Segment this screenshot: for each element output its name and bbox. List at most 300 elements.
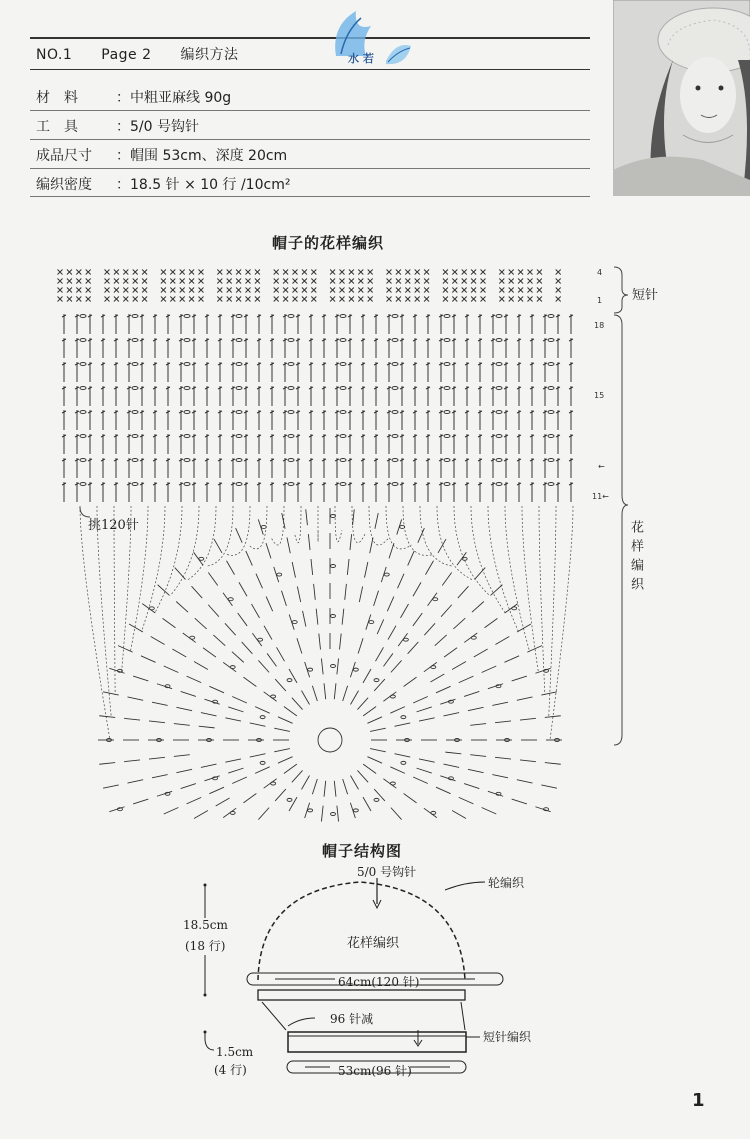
info-row: 材 料 ： 中粗亚麻线 90g: [36, 84, 290, 113]
row-number: 15: [594, 391, 605, 400]
single-crochet-mark: [349, 297, 354, 302]
radial-stitch: [264, 779, 277, 788]
single-crochet-mark: [227, 288, 232, 293]
radial-stitch: [428, 593, 437, 606]
radial-stitch: [504, 656, 519, 663]
radial-stitch: [228, 707, 243, 712]
connecting-stitch-line: [271, 506, 284, 545]
pattern-stitch-label: 花样编织: [628, 520, 643, 596]
single-crochet-mark: [189, 288, 194, 293]
single-crochet-mark: [462, 279, 467, 284]
chain-stitch: [392, 387, 398, 390]
chain-stitch: [132, 459, 138, 462]
radial-stitch: [391, 808, 402, 820]
chain-stitch: [374, 798, 379, 801]
single-crochet-mark: [114, 288, 119, 293]
single-crochet-mark: [105, 297, 110, 302]
radial-stitch: [458, 586, 469, 598]
single-crochet-mark: [170, 279, 175, 284]
chain-stitch: [496, 483, 502, 486]
chain-stitch: [199, 557, 204, 560]
info-value: 5/0 号钩针: [130, 119, 199, 135]
chain-stitch: [292, 621, 297, 624]
row-number: 11←: [592, 492, 609, 501]
radial-stitch: [391, 660, 402, 672]
chain-stitch: [444, 435, 450, 438]
single-crochet-mark: [556, 297, 561, 302]
info-label: 成品尺寸: [36, 148, 92, 164]
chain-stitch: [184, 459, 190, 462]
radial-stitch: [337, 658, 339, 674]
info-label: 编织密度: [36, 177, 92, 193]
single-crochet-mark: [67, 288, 72, 293]
bottom-circumference-label: 53cm(96 针): [338, 1064, 412, 1078]
radial-stitch: [175, 568, 186, 580]
radial-stitch: [314, 584, 316, 600]
single-crochet-mark: [236, 297, 241, 302]
single-crochet-mark: [405, 279, 410, 284]
radial-stitch: [417, 707, 432, 712]
single-crochet-mark: [537, 297, 542, 302]
radial-stitch: [474, 649, 488, 657]
radial-stitch: [367, 717, 382, 724]
radial-stitch: [495, 721, 511, 723]
single-crochet-mark: [518, 270, 523, 275]
radial-stitch: [311, 559, 313, 575]
chain-stitch: [496, 387, 502, 390]
single-crochet-mark: [443, 270, 448, 275]
radial-stitch: [149, 721, 165, 723]
single-crochet-mark: [255, 270, 260, 275]
radial-stitch: [404, 793, 417, 802]
radial-stitch: [470, 755, 486, 757]
single-crochet-mark: [86, 279, 91, 284]
radial-stitch: [397, 519, 402, 534]
radial-stitch: [424, 662, 437, 671]
chain-stitch: [228, 598, 233, 601]
radial-stitch: [468, 769, 484, 772]
radial-stitch: [214, 539, 222, 553]
page-label: Page 2: [101, 47, 152, 63]
radial-stitch: [99, 716, 115, 718]
single-crochet-mark: [293, 270, 298, 275]
radial-stitch: [118, 646, 133, 653]
chain-stitch: [496, 411, 502, 414]
radial-stitch: [274, 567, 279, 582]
single-crochet-mark: [199, 270, 204, 275]
single-crochet-mark: [462, 288, 467, 293]
radial-stitch: [209, 787, 224, 794]
radial-stitch: [243, 793, 256, 802]
single-crochet-mark: [142, 279, 147, 284]
page-number: 1: [692, 1090, 705, 1111]
radial-stitch: [443, 713, 459, 716]
radial-stitch: [401, 604, 409, 618]
pattern-chart-title: 帽子的花样编织: [272, 234, 385, 252]
round-label: 轮编织: [488, 876, 525, 890]
chain-stitch: [340, 363, 346, 366]
chain-stitch: [236, 363, 242, 366]
info-row: 编织密度 ： 18.5 针 × 10 行 /10cm²: [36, 171, 290, 200]
chain-stitch: [80, 411, 86, 414]
chain-stitch: [288, 339, 294, 342]
connecting-stitch-line: [97, 506, 111, 717]
single-crochet-mark: [528, 288, 533, 293]
radial-stitch: [470, 724, 486, 726]
single-crochet-mark: [199, 288, 204, 293]
radial-stitch: [334, 781, 336, 797]
chain-stitch: [184, 315, 190, 318]
radial-stitch: [459, 676, 474, 683]
single-crochet-mark: [499, 279, 504, 284]
single-crochet-mark: [114, 279, 119, 284]
radial-stitch: [128, 697, 144, 700]
chain-stitch: [80, 435, 86, 438]
radial-stitch: [232, 777, 247, 784]
chain-stitch: [374, 679, 379, 682]
chain-stitch: [548, 459, 554, 462]
radial-stitch: [141, 656, 156, 663]
chain-stitch: [288, 411, 294, 414]
radial-stitch: [452, 662, 466, 670]
single-crochet-mark: [424, 270, 429, 275]
chain-stitch: [392, 315, 398, 318]
chain-stitch: [392, 363, 398, 366]
radial-stitch: [424, 808, 437, 817]
radial-stitch: [201, 764, 217, 767]
single-crochet-mark: [556, 270, 561, 275]
chain-stitch: [288, 483, 294, 486]
single-crochet-mark: [358, 279, 363, 284]
single-crochet-mark: [330, 279, 335, 284]
radial-stitch: [255, 707, 270, 714]
single-crochet-mark: [443, 279, 448, 284]
chain-stitch: [392, 339, 398, 342]
chain-stitch: [190, 636, 195, 639]
radial-stitch: [209, 686, 224, 693]
radial-stitch: [445, 752, 461, 754]
radial-stitch: [164, 808, 179, 815]
chain-stitch: [331, 615, 336, 618]
radial-stitch: [457, 552, 466, 565]
single-crochet-mark: [387, 270, 392, 275]
info-row: 工 具 ： 5/0 号钩针: [36, 113, 290, 142]
radial-stitch: [512, 676, 527, 681]
chain-stitch: [288, 435, 294, 438]
chain-stitch: [444, 483, 450, 486]
row-number: 4: [597, 268, 603, 277]
header-top-rule: [30, 37, 590, 39]
radial-stitch: [350, 534, 352, 550]
chain-stitch: [444, 339, 450, 342]
radial-stitch: [541, 692, 557, 695]
single-crochet-mark: [142, 288, 147, 293]
radial-stitch: [305, 803, 310, 818]
single-crochet-mark: [499, 288, 504, 293]
radial-stitch: [505, 604, 518, 613]
chain-stitch: [287, 679, 292, 682]
radial-stitch: [381, 567, 386, 582]
radial-stitch: [358, 638, 363, 653]
radial-stitch: [176, 707, 192, 710]
connecting-stitch-line: [227, 506, 250, 555]
chain-stitch: [288, 387, 294, 390]
single-crochet-mark: [105, 270, 110, 275]
radial-stitch: [187, 797, 202, 804]
radial-stitch: [133, 676, 148, 681]
chain-stitch: [444, 315, 450, 318]
single-crochet-mark: [330, 270, 335, 275]
info-divider: [30, 139, 590, 140]
single-crochet-mark: [133, 297, 138, 302]
connecting-stitch-line: [114, 506, 115, 695]
chain-stitch: [258, 638, 263, 641]
single-crochet-mark: [405, 270, 410, 275]
single-crochet-mark: [509, 297, 514, 302]
stitch-chart: [50, 262, 610, 832]
radial-stitch: [181, 691, 196, 696]
single-crochet-mark: [199, 297, 204, 302]
radial-stitch: [264, 692, 277, 701]
single-crochet-mark: [471, 279, 476, 284]
radial-stitch: [345, 584, 347, 600]
radial-stitch: [482, 808, 497, 815]
chain-stitch: [431, 666, 436, 669]
single-crochet-mark: [86, 288, 91, 293]
radial-stitch: [289, 797, 297, 811]
single-crochet-mark: [302, 279, 307, 284]
single-crochet-mark: [189, 270, 194, 275]
single-crochet-mark: [133, 270, 138, 275]
single-crochet-mark: [67, 270, 72, 275]
single-crochet-mark: [227, 270, 232, 275]
radial-stitch: [485, 618, 498, 627]
radial-stitch: [302, 776, 310, 790]
radial-stitch: [472, 601, 484, 612]
chain-stitch: [236, 411, 242, 414]
radial-stitch: [223, 662, 236, 671]
single-crochet-mark: [123, 270, 128, 275]
radial-stitch: [289, 614, 294, 629]
radial-stitch: [383, 653, 392, 666]
chain-stitch: [236, 315, 242, 318]
bracket-icon: [612, 265, 632, 755]
chain-stitch: [512, 607, 517, 610]
single-crochet-mark: [283, 279, 288, 284]
single-crochet-mark: [424, 288, 429, 293]
chain-stitch: [236, 483, 242, 486]
radial-stitch: [363, 706, 376, 715]
radial-stitch: [124, 718, 140, 720]
single-crochet-mark: [509, 288, 514, 293]
radial-stitch: [442, 573, 451, 586]
radial-stitch: [191, 586, 202, 598]
single-crochet-mark: [236, 288, 241, 293]
radial-stitch: [541, 785, 557, 788]
chain-stitch: [184, 435, 190, 438]
chain-stitch: [236, 435, 242, 438]
single-crochet-mark: [349, 279, 354, 284]
single-crochet-mark: [509, 270, 514, 275]
radial-stitch: [238, 613, 247, 626]
chain-stitch: [184, 483, 190, 486]
single-crochet-mark: [311, 297, 316, 302]
short-stitch-label: 短针: [632, 288, 659, 303]
height-rows-label: (18 行): [185, 939, 226, 953]
radial-stitch: [417, 768, 432, 773]
radial-stitch: [321, 658, 323, 674]
radial-stitch: [164, 666, 179, 673]
chain-stitch: [462, 557, 467, 560]
radial-stitch: [444, 648, 457, 657]
chain-stitch: [80, 459, 86, 462]
radial-stitch: [103, 692, 119, 695]
chain-stitch: [340, 411, 346, 414]
single-crochet-mark: [499, 297, 504, 302]
single-crochet-mark: [189, 279, 194, 284]
chain-stitch: [149, 607, 154, 610]
radial-stitch: [366, 614, 371, 629]
chain-stitch: [80, 363, 86, 366]
radial-stitch: [284, 706, 297, 715]
radial-stitch: [365, 562, 368, 578]
structure-title: 帽子结构图: [322, 842, 403, 860]
radial-stitch: [464, 633, 477, 642]
connecting-stitch-line: [550, 506, 573, 740]
header-title: 编织方法: [180, 47, 239, 63]
radial-stitch: [363, 764, 376, 773]
single-crochet-mark: [274, 279, 279, 284]
single-crochet-mark: [462, 297, 467, 302]
chain-stitch: [403, 638, 408, 641]
connecting-stitch-line: [207, 506, 233, 566]
single-crochet-mark: [528, 297, 533, 302]
radial-stitch: [278, 717, 293, 724]
chain-stitch: [496, 363, 502, 366]
info-value: 18.5 针 × 10 行 /10cm²: [130, 177, 291, 193]
chain-stitch: [431, 811, 436, 814]
single-crochet-mark: [452, 297, 457, 302]
single-crochet-mark: [142, 297, 147, 302]
radial-stitch: [225, 718, 241, 721]
radial-stitch: [266, 597, 273, 612]
radial-stitch: [452, 811, 466, 819]
radial-stitch: [390, 767, 405, 774]
single-crochet-mark: [274, 270, 279, 275]
radial-stitch: [250, 723, 266, 726]
radial-stitch: [232, 696, 247, 703]
single-crochet-mark: [274, 297, 279, 302]
chain-stitch: [384, 573, 389, 576]
radial-stitch: [236, 528, 243, 543]
connecting-stitch-line: [505, 506, 530, 652]
radial-stitch: [351, 691, 359, 705]
single-crochet-mark: [293, 288, 298, 293]
single-crochet-mark: [255, 297, 260, 302]
radial-stitch: [277, 647, 285, 661]
radial-stitch: [243, 677, 256, 686]
radial-stitch: [367, 757, 382, 764]
chain-stitch: [288, 315, 294, 318]
chain-stitch: [340, 315, 346, 318]
single-crochet-mark: [123, 288, 128, 293]
height-label: 18.5cm: [183, 918, 228, 932]
chain-stitch: [444, 387, 450, 390]
radial-stitch: [151, 637, 165, 645]
single-crochet-mark: [556, 279, 561, 284]
radial-stitch: [172, 649, 186, 657]
radial-stitch: [512, 799, 527, 804]
chain-stitch: [392, 483, 398, 486]
single-crochet-mark: [518, 279, 523, 284]
radial-stitch: [306, 509, 308, 525]
connecting-stitch-line: [188, 506, 216, 580]
hook-label: 5/0 号钩针: [357, 865, 417, 879]
single-crochet-mark: [368, 297, 373, 302]
single-crochet-mark: [58, 288, 63, 293]
chain-stitch: [340, 339, 346, 342]
radial-stitch: [319, 634, 321, 650]
connecting-stitch-line: [549, 506, 556, 717]
single-crochet-mark: [387, 297, 392, 302]
radial-stitch: [495, 637, 509, 645]
logo-text: 水 若: [348, 52, 374, 65]
single-crochet-mark: [368, 279, 373, 284]
single-crochet-mark: [67, 279, 72, 284]
radial-stitch: [124, 760, 140, 762]
chain-stitch: [400, 525, 405, 528]
connecting-stitch-line: [80, 506, 110, 740]
info-value: 帽围 53cm、深度 20cm: [130, 148, 288, 164]
radial-stitch: [395, 754, 411, 757]
single-crochet-mark: [518, 288, 523, 293]
single-crochet-mark: [358, 288, 363, 293]
radial-stitch: [482, 666, 497, 673]
chain-stitch: [331, 665, 336, 668]
radial-stitch: [492, 702, 508, 705]
single-crochet-mark: [340, 279, 345, 284]
chain-stitch: [184, 363, 190, 366]
radial-stitch: [216, 798, 230, 806]
info-row: 成品尺寸 ： 帽围 53cm、深度 20cm: [36, 142, 290, 171]
chain-stitch: [331, 565, 336, 568]
radial-stitch: [334, 683, 336, 699]
chain-stitch: [184, 411, 190, 414]
chain-stitch: [444, 459, 450, 462]
single-crochet-mark: [518, 297, 523, 302]
radial-stitch: [203, 648, 216, 657]
single-crochet-mark: [114, 270, 119, 275]
single-crochet-mark: [246, 279, 251, 284]
radial-stitch: [464, 784, 479, 789]
radial-stitch: [194, 811, 208, 819]
radial-stitch: [274, 728, 290, 731]
chain-stitch: [184, 339, 190, 342]
chain-stitch: [392, 411, 398, 414]
radial-stitch: [255, 767, 270, 774]
chain-stitch: [308, 809, 313, 812]
radial-stitch: [302, 691, 310, 705]
connecting-stitch-line: [454, 506, 490, 596]
radial-stitch: [149, 757, 165, 759]
radial-stitch: [163, 618, 176, 627]
single-crochet-mark: [123, 279, 128, 284]
radial-stitch: [158, 585, 170, 596]
radial-stitch: [383, 692, 396, 701]
single-crochet-mark: [537, 279, 542, 284]
single-crochet-mark: [481, 270, 486, 275]
radial-stitch: [258, 808, 269, 820]
